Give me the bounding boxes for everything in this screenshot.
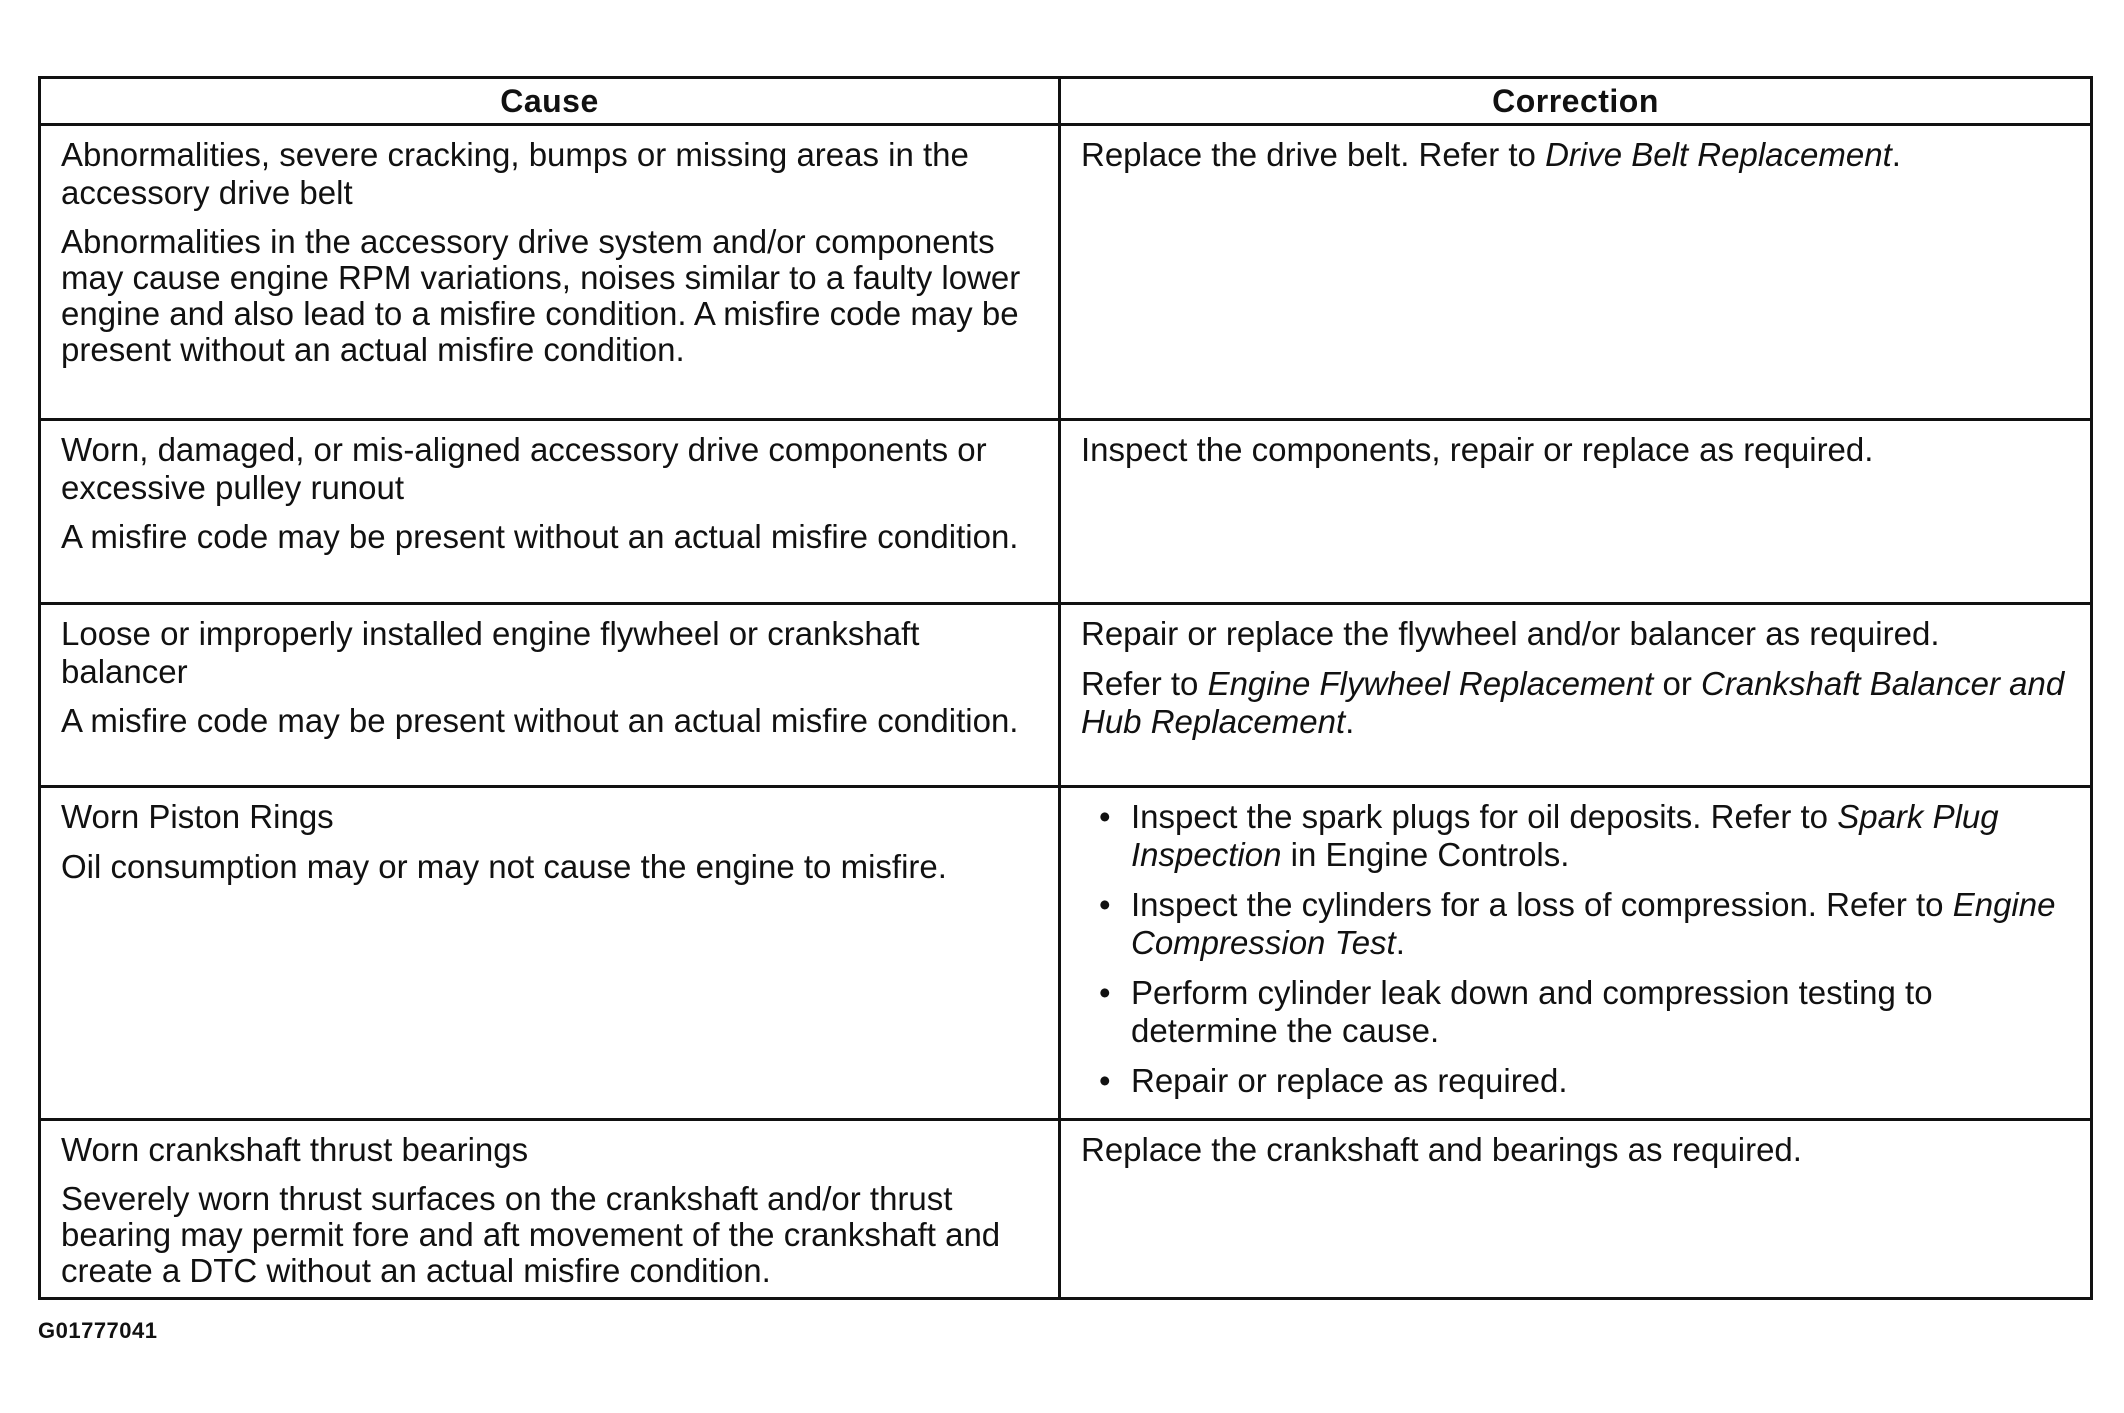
correction-line-1: Repair or replace the flywheel and/or balancer as required. xyxy=(1081,615,1940,652)
list-item xyxy=(1099,798,2072,874)
figure-id: G01777041 xyxy=(38,1318,158,1343)
cause-title: Worn, damaged, or mis-aligned accessory drive components or excessive pulley runout xyxy=(61,431,987,506)
bullet-text-lead: Inspect the cylinders for a loss of compression. Refer to xyxy=(1131,886,1953,923)
bullet-icon: • xyxy=(1099,798,1111,835)
bullet-text: Perform cylinder leak down and compression testing to determine the cause. xyxy=(1131,974,1933,1049)
header-correction: Correction xyxy=(1060,78,2092,125)
table-row xyxy=(40,787,2092,1120)
bullet-text-lead: Inspect the spark plugs for oil deposits. Refer to xyxy=(1131,798,1838,835)
correction-cell xyxy=(1060,787,2092,1120)
bullet-icon: • xyxy=(1099,1062,1111,1099)
reference-link-compression-test[interactable]: Engine Compression Test xyxy=(1131,886,2056,961)
correction-text-mid: or xyxy=(1653,665,1701,702)
reference-link-spark-plug[interactable]: Spark Plug Inspection xyxy=(1131,798,1999,873)
cause-title: Loose or improperly installed engine flywheel or crankshaft balancer xyxy=(61,615,920,690)
correction-text-lead: Refer to xyxy=(1081,665,1208,702)
cause-cell xyxy=(40,420,1060,604)
cause-note: A misfire code may be present without an actual misfire condition. xyxy=(61,702,1019,739)
bullet-text: Repair or replace as required. xyxy=(1131,1062,1568,1099)
bullet-text-tail: in Engine Controls. xyxy=(1281,836,1570,873)
table-row xyxy=(40,420,2092,604)
cause-title: Worn crankshaft thrust bearings xyxy=(61,1131,529,1168)
cause-note: A misfire code may be present without an actual misfire condition. xyxy=(61,518,1019,555)
cause-cell xyxy=(40,787,1060,1120)
bullet-text-tail: . xyxy=(1395,924,1405,961)
cause-cell xyxy=(40,604,1060,787)
header-cause: Cause xyxy=(40,78,1060,125)
correction-cell xyxy=(1060,1120,2092,1299)
table-header-row xyxy=(40,78,2092,125)
list-item xyxy=(1099,886,2072,962)
bullet-icon: • xyxy=(1099,974,1111,1011)
correction-text-lead: Replace the drive belt. Refer to xyxy=(1081,136,1546,173)
table-row xyxy=(40,125,2092,420)
correction-text xyxy=(1081,136,2072,174)
cause-note: Severely worn thrust surfaces on the crankshaft and/or thrust bearing may permit fore and aft movement of the crankshaft and create a DTC without an actual misfire condition. xyxy=(61,1180,1001,1289)
table-row xyxy=(40,604,2092,787)
table-row xyxy=(40,1120,2092,1299)
list-item xyxy=(1099,1062,2072,1100)
correction-cell xyxy=(1060,125,2092,420)
correction-text: Replace the crankshaft and bearings as required. xyxy=(1081,1131,1802,1168)
bullet-icon: • xyxy=(1099,886,1111,923)
correction-bullet-list xyxy=(1081,798,2072,1100)
cause-correction-table xyxy=(38,76,2093,1300)
correction-cell xyxy=(1060,420,2092,604)
cause-title: Abnormalities, severe cracking, bumps or missing areas in the accessory drive belt xyxy=(61,136,969,211)
reference-link[interactable]: Drive Belt Replacement xyxy=(1545,136,1892,173)
correction-text: Inspect the components, repair or replace as required. xyxy=(1081,431,1874,468)
correction-cell xyxy=(1060,604,2092,787)
cause-title: Worn Piston Rings xyxy=(61,798,334,835)
cause-note: Oil consumption may or may not cause the engine to misfire. xyxy=(61,848,947,885)
cause-cell xyxy=(40,1120,1060,1299)
cause-note: Abnormalities in the accessory drive system and/or components may cause engine RPM variations, noises similar to a faulty lower engine and also lead to a misfire condition. A misfire code may be present without an actual misfire condition. xyxy=(61,223,1021,368)
reference-link-balancer[interactable]: Crankshaft Balancer and Hub Replacement xyxy=(1081,665,2065,740)
correction-text-tail: . xyxy=(1345,703,1355,740)
reference-link-flywheel[interactable]: Engine Flywheel Replacement xyxy=(1207,665,1654,702)
list-item xyxy=(1099,974,2072,1050)
correction-text-tail: . xyxy=(1891,136,1901,173)
correction-line-2 xyxy=(1081,665,2072,741)
cause-cell xyxy=(40,125,1060,420)
